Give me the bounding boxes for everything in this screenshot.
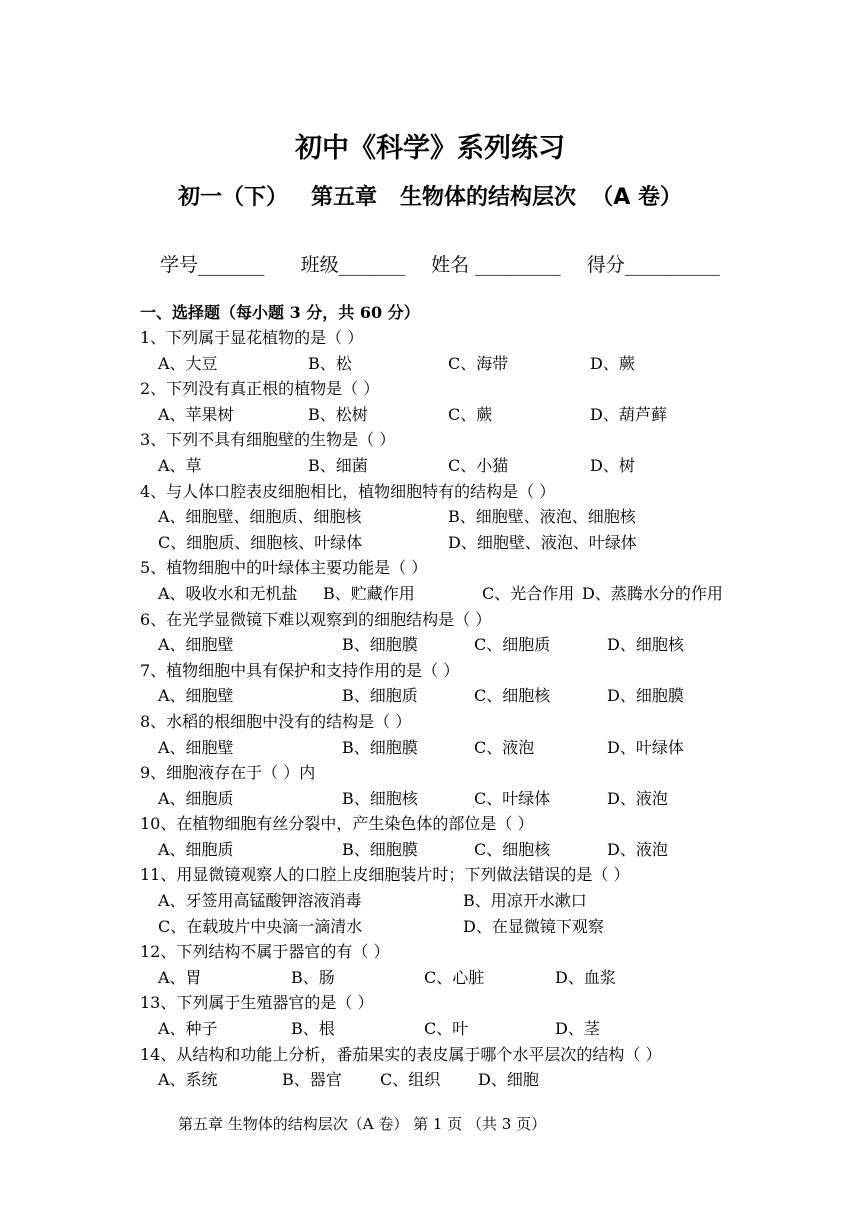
- answer-option: D、叶绿体: [607, 737, 684, 757]
- answer-option: B、贮藏作用: [323, 583, 415, 603]
- question-stem: 4、与人体口腔表皮细胞相比，植物细胞特有的结构是（ ）: [140, 481, 556, 501]
- name-field: 姓名 _________: [431, 254, 561, 276]
- options-row: [158, 632, 760, 658]
- answer-option: C、海带: [448, 353, 509, 373]
- answer-option: A、细胞壁: [158, 686, 234, 706]
- answer-option: D、血浆: [555, 967, 616, 987]
- question-stem: 6、在光学显微镜下难以观察到的细胞结构是（ ）: [140, 609, 492, 629]
- page-title: 初中《科学》系列练习: [295, 133, 565, 164]
- answer-option: C、光合作用: [482, 583, 575, 603]
- options-row: [158, 837, 760, 863]
- page-subtitle: 初一（下） 第五章 生物体的结构层次 （A 卷）: [178, 185, 682, 210]
- answer-option: A、苹果树: [158, 404, 234, 424]
- answer-option: B、细菌: [308, 455, 368, 475]
- answer-option: B、细胞壁、液泡、细胞核: [448, 507, 636, 527]
- options-row: [158, 965, 760, 991]
- question-stem: 11、用显微镜观察人的口腔上皮细胞装片时；下列做法错误的是（ ）: [140, 865, 630, 885]
- answer-option: B、细胞质: [342, 686, 418, 706]
- answer-option: C、液泡: [474, 737, 535, 757]
- options-row: [158, 786, 760, 812]
- student-no-field: 学号_______: [160, 254, 265, 276]
- answer-option: C、细胞质: [474, 635, 551, 655]
- answer-option: B、松: [308, 353, 352, 373]
- answer-option: D、在显微镜下观察: [463, 916, 604, 936]
- question-stem: 5、植物细胞中的叶绿体主要功能是（ ）: [140, 558, 428, 578]
- options-row: [158, 402, 760, 428]
- answer-option: C、在载玻片中央滴一滴清水: [158, 916, 363, 936]
- answer-option: D、葫芦藓: [590, 404, 667, 424]
- answer-option: A、种子: [158, 1019, 218, 1039]
- answer-option: C、蕨: [448, 404, 493, 424]
- answer-option: D、细胞膜: [607, 686, 684, 706]
- answer-option: B、细胞膜: [342, 737, 418, 757]
- class-field: 班级_______: [300, 254, 406, 276]
- answer-option: D、树: [590, 455, 635, 475]
- page-footer: 第五章 生物体的结构层次（A 卷） 第 1 页 （共 3 页）: [178, 1115, 547, 1133]
- answer-option: B、根: [291, 1019, 335, 1039]
- options-row: [158, 453, 760, 479]
- answer-option: B、器官: [282, 1070, 342, 1090]
- question-list: [140, 325, 760, 1093]
- options-row: [158, 530, 760, 556]
- answer-option: D、细胞壁、液泡、叶绿体: [448, 532, 637, 552]
- question-stem: 8、水稻的根细胞中没有的结构是（ ）: [140, 711, 412, 731]
- question-stem: 10、在植物细胞有丝分裂中，产生染色体的部位是（ ）: [140, 814, 534, 834]
- question-stem: 14、从结构和功能上分析，番茄果实的表皮属于哪个水平层次的结构（ ）: [140, 1044, 662, 1064]
- section-heading: 一、选择题（每小题 3 分，共 60 分）: [140, 303, 420, 322]
- options-row: [158, 351, 760, 377]
- question-stem: 3、下列不具有细胞壁的生物是（ ）: [140, 430, 396, 450]
- answer-option: D、茎: [555, 1019, 600, 1039]
- question-stem: 7、植物细胞中具有保护和支持作用的是（ ）: [140, 660, 460, 680]
- answer-option: C、叶: [424, 1019, 469, 1039]
- answer-option: A、系统: [158, 1070, 218, 1090]
- answer-option: D、液泡: [607, 788, 668, 808]
- answer-option: A、细胞质: [158, 839, 234, 859]
- answer-option: C、细胞核: [474, 686, 551, 706]
- answer-option: A、细胞质: [158, 788, 234, 808]
- options-row: [158, 735, 760, 761]
- options-row: [158, 914, 760, 940]
- question-stem: 13、下列属于生殖器官的是（ ）: [140, 993, 374, 1013]
- question-stem: 12、下列结构不属于器官的有（ ）: [140, 942, 390, 962]
- options-row: [158, 683, 760, 709]
- options-row: [158, 504, 760, 530]
- options-row: [158, 1067, 760, 1093]
- score-field: 得分__________: [586, 254, 720, 276]
- answer-option: D、细胞核: [607, 635, 684, 655]
- student-info-line: [160, 250, 720, 277]
- answer-option: C、心脏: [424, 967, 485, 987]
- answer-option: C、小猫: [448, 455, 509, 475]
- answer-option: A、大豆: [158, 353, 218, 373]
- answer-option: B、细胞膜: [342, 635, 418, 655]
- answer-option: A、细胞壁: [158, 635, 234, 655]
- answer-option: B、肠: [291, 967, 335, 987]
- answer-option: D、细胞: [478, 1070, 539, 1090]
- answer-option: B、用凉开水漱口: [463, 891, 587, 911]
- answer-option: B、细胞膜: [342, 839, 418, 859]
- answer-option: A、细胞壁、细胞质、细胞核: [158, 507, 362, 527]
- answer-option: A、草: [158, 455, 202, 475]
- answer-option: C、叶绿体: [474, 788, 551, 808]
- answer-option: A、胃: [158, 967, 202, 987]
- options-row: [158, 1016, 760, 1042]
- options-row: [158, 581, 760, 607]
- answer-option: D、液泡: [607, 839, 668, 859]
- answer-option: A、吸收水和无机盐: [158, 583, 298, 603]
- question-stem: 1、下列属于显花植物的是（ ）: [140, 328, 364, 347]
- answer-option: C、组织: [380, 1070, 441, 1090]
- answer-option: A、牙签用高锰酸钾溶液消毒: [158, 891, 362, 911]
- answer-option: D、蕨: [590, 353, 635, 373]
- options-row: [158, 888, 760, 914]
- answer-option: D、蒸腾水分的作用: [582, 583, 723, 603]
- answer-option: C、细胞核: [474, 839, 551, 859]
- question-stem: 2、下列没有真正根的植物是（ ）: [140, 379, 380, 399]
- answer-option: B、松树: [308, 404, 368, 424]
- answer-option: A、细胞壁: [158, 737, 234, 757]
- answer-option: B、细胞核: [342, 788, 418, 808]
- question-stem: 9、细胞液存在于（ ）内: [140, 763, 316, 783]
- answer-option: C、细胞质、细胞核、叶绿体: [158, 532, 363, 552]
